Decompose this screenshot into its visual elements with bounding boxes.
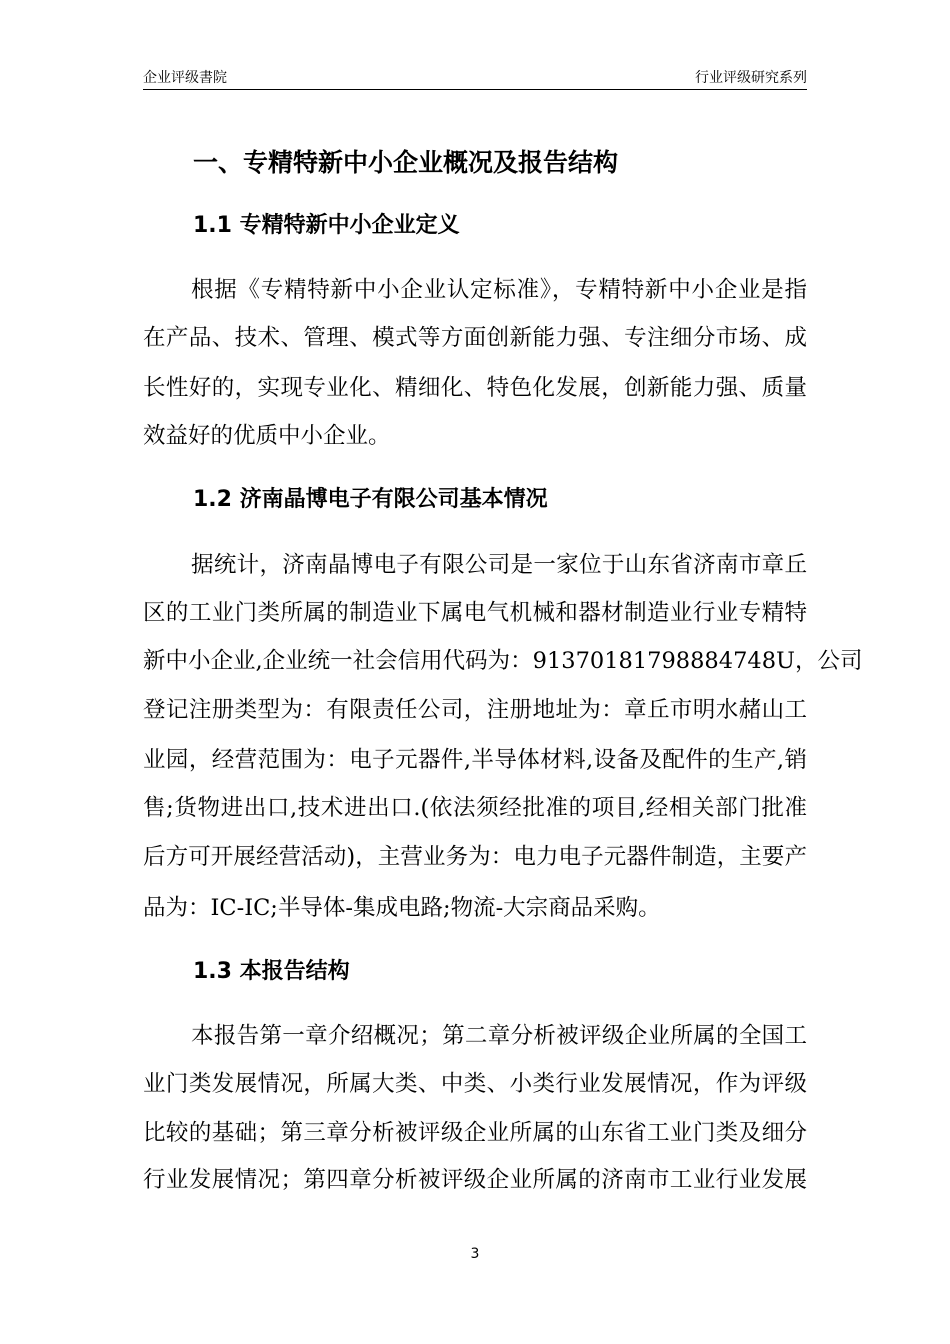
paragraph-line: 效益好的优质中小企业。 [143,423,391,449]
paragraph-line: 长性好的，实现专业化、精细化、特色化发展，创新能力强、质量 [143,375,807,401]
paragraph-line: 业园，经营范围为：电子元器件,半导体材料,设备及配件的生产,销 [143,747,807,773]
paragraph-line: 业门类发展情况，所属大类、中类、小类行业发展情况，作为评级 [143,1071,807,1097]
paragraph-line: 在产品、技术、管理、模式等方面创新能力强、专注细分市场、成 [143,325,807,351]
paragraph-line: 登记注册类型为：有限责任公司，注册地址为：章丘市明水赭山工 [143,697,807,723]
paragraph-line: 区的工业门类所属的制造业下属电气机械和器材制造业行业专精特 [143,600,807,626]
paragraph-line: 据统计，济南晶博电子有限公司是一家位于山东省济南市章丘 [191,552,807,578]
paragraph-line: 品为：IC-IC;半导体-集成电路;物流-大宗商品采购。 [143,895,661,921]
section-heading-1-3: 1.3 本报告结构 [193,959,350,984]
section-heading-1-1: 1.1 专精特新中小企业定义 [193,213,460,238]
paragraph-line: 根据《专精特新中小企业认定标准》，专精特新中小企业是指 [191,277,807,303]
page-number: 3 [470,1246,480,1262]
paragraph-line: 本报告第一章介绍概况；第二章分析被评级企业所属的全国工 [191,1023,807,1049]
paragraph-line: 比较的基础；第三章分析被评级企业所属的山东省工业门类及细分 [143,1120,807,1146]
header-left-title: 企业评级書院 [143,70,227,86]
chapter-title: 一、专精特新中小企业概况及报告结构 [193,148,619,177]
paragraph-line: 售;货物进出口,技术进出口.(依法须经批准的项目,经相关部门批准 [143,795,807,821]
paragraph-line: 行业发展情况；第四章分析被评级企业所属的济南市工业行业发展 [143,1167,807,1193]
header-right-title: 行业评级研究系列 [695,70,807,86]
paragraph-line: 新中小企业,企业统一社会信用代码为：91370181798884748U，公司 [143,648,863,674]
paragraph-line: 后方可开展经营活动)，主营业务为：电力电子元器件制造，主要产 [143,844,807,870]
header-rule [143,89,807,90]
section-heading-1-2: 1.2 济南晶博电子有限公司基本情况 [193,487,548,512]
